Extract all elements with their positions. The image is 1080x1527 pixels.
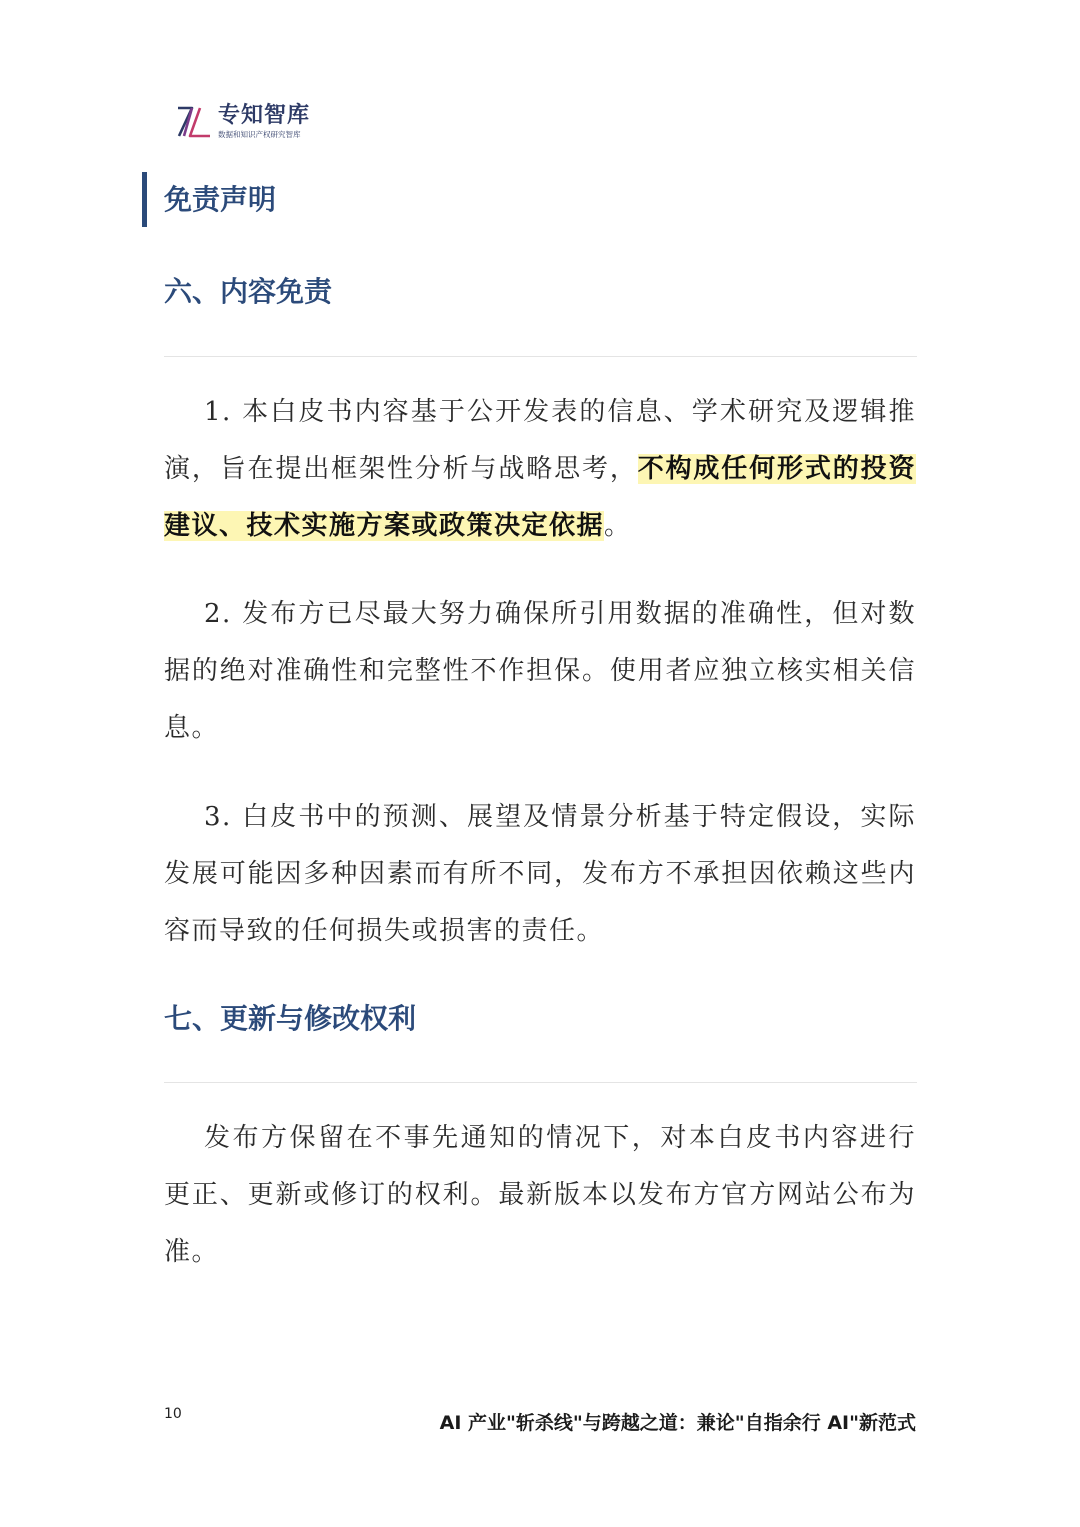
page-number: 10 xyxy=(164,1406,182,1422)
footer-document-title: AI 产业"斩杀线"与跨越之道：兼论"自指余行 AI"新范式 xyxy=(439,1412,916,1434)
paragraph-item-3: 3. 白皮书中的预测、展望及情景分析基于特定假设，实际发展可能因多种因素而有所不同，发布方不承担因依赖这些内容而导致的任何损失或损害的责任。 xyxy=(164,802,916,946)
page-section-title: 免责声明 xyxy=(164,183,277,216)
brand-logo xyxy=(176,104,310,140)
heading-section-7: 七、更新与修改权利 xyxy=(164,1002,417,1035)
item-1-highlight: 不构成任何形式的投资建议、技术实施方案或政策决定依据 xyxy=(164,454,916,541)
logo-text xyxy=(218,104,310,140)
logo-mark-icon xyxy=(176,105,212,139)
heading-section-6: 六、内容免责 xyxy=(164,275,333,308)
brand-tagline: 数据和知识产权研究智库 xyxy=(218,130,301,139)
divider-rule xyxy=(164,356,917,357)
section-accent-bar xyxy=(142,172,147,227)
paragraph-item-1 xyxy=(164,384,916,555)
item-1-text: 1. 本白皮书内容基于公开发表的信息、学术研究及逻辑推演，旨在提出框架性分析与战略思考， xyxy=(164,397,916,484)
item-1-text-end: 。 xyxy=(604,511,632,541)
paragraph-section-7: 发布方保留在不事先通知的情况下，对本白皮书内容进行更正、更新或修订的权利。最新版本以发布方官方网站公布为准。 xyxy=(164,1123,916,1267)
paragraph-item-2: 2. 发布方已尽最大努力确保所引用数据的准确性，但对数据的绝对准确性和完整性不作担保。使用者应独立核实相关信息。 xyxy=(164,599,916,743)
divider-rule xyxy=(164,1082,917,1083)
brand-name: 专知智库 xyxy=(218,103,311,128)
